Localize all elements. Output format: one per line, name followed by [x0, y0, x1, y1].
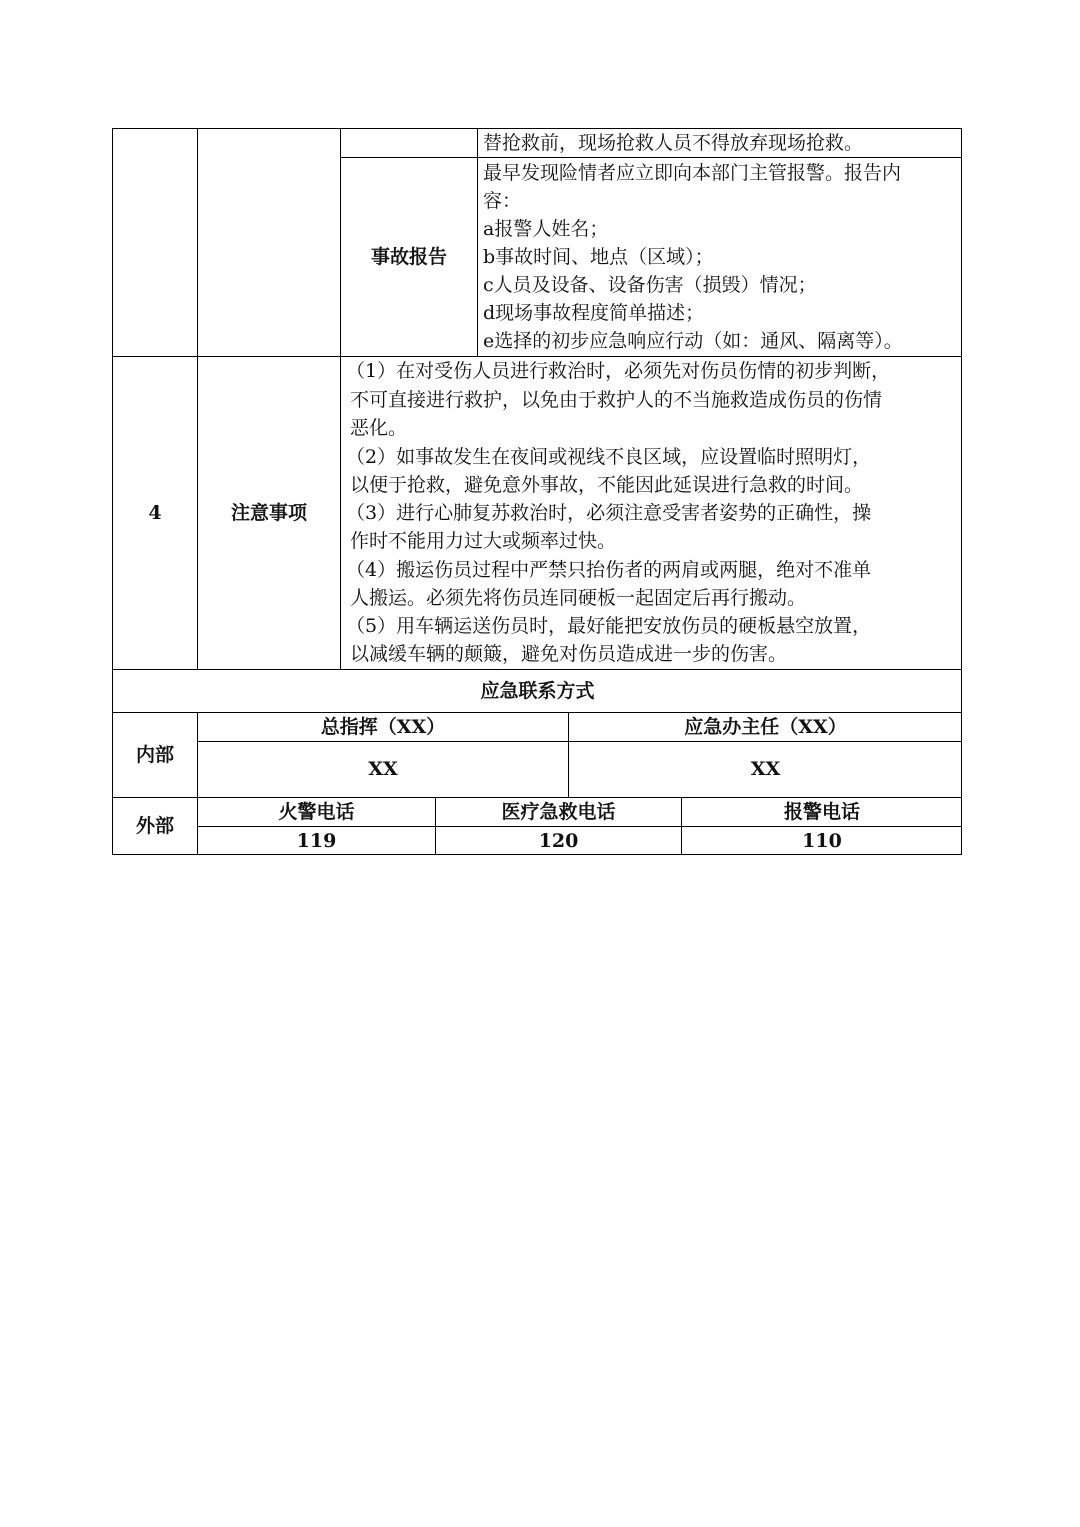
notes-number: 4: [148, 502, 162, 524]
column-divider: [197, 128, 198, 669]
notes-line: 以减缓车辆的颠簸，避免对伤员造成进一步的伤害。: [350, 643, 788, 665]
police-phone-value: 110: [802, 830, 842, 852]
commander-value: XX: [368, 758, 398, 780]
row-divider: [197, 741, 962, 742]
contacts-title: 应急联系方式: [480, 680, 595, 702]
fire-phone-label: 火警电话: [278, 801, 355, 823]
report-line: 最早发现险情者应立即向本部门主管报警。报告内: [483, 162, 902, 184]
report-line: a报警人姓名；: [483, 218, 609, 240]
notes-line: 作时不能用力过大或频率过快。: [350, 530, 617, 552]
police-phone-label: 报警电话: [783, 801, 860, 823]
report-label: 事故报告: [370, 246, 447, 268]
rescue-text: 替抢救前，现场抢救人员不得放弃现场抢救。: [483, 132, 864, 154]
notes-line: （2）如事故发生在夜间或视线不良区域，应设置临时照明灯，: [346, 446, 872, 468]
report-line: 容：: [483, 190, 522, 212]
external-label: 外部: [135, 815, 174, 837]
report-line: b事故时间、地点（区域）；: [483, 246, 714, 268]
internal-label: 内部: [135, 744, 174, 766]
report-line: d现场事故程度简单描述；: [483, 302, 705, 324]
notes-line: 不可直接进行救护，以免由于救护人的不当施救造成伤员的伤情: [350, 389, 883, 411]
notes-line: （1）在对受伤人员进行救治时，必须先对伤员伤情的初步判断，: [346, 360, 891, 382]
row-divider: [112, 669, 962, 670]
notes-line: 恶化。: [350, 417, 408, 439]
column-divider: [477, 128, 478, 356]
medical-phone-value: 120: [538, 830, 579, 852]
report-line: e选择的初步应急响应行动（如：通风、隔离等）。: [483, 330, 903, 352]
notes-line: 以便于抢救，避免意外事故，不能因此延误进行急救的时间。: [350, 474, 864, 496]
notes-label: 注意事项: [230, 502, 307, 524]
report-line: c人员及设备、设备伤害（损毁）情况；: [483, 274, 817, 296]
office-director-label: 应急办主任（XX）: [684, 716, 847, 738]
office-director-value: XX: [750, 758, 781, 780]
commander-label: 总指挥（XX）: [320, 716, 446, 738]
column-divider: [340, 128, 341, 669]
notes-line: （4）搬运伤员过程中严禁只抬伤者的两肩或两腿，绝对不准单: [346, 559, 872, 581]
notes-line: （3）进行心肺复苏救治时，必须注意受害者姿势的正确性，操: [346, 502, 872, 524]
notes-line: 人搬运。必须先将伤员连同硬板一起固定后再行搬动。: [350, 587, 807, 609]
notes-line: （5）用车辆运送伤员时，最好能把安放伤员的硬板悬空放置，: [346, 615, 872, 637]
row-divider: [340, 157, 962, 158]
medical-phone-label: 医疗急救电话: [501, 801, 616, 823]
fire-phone-value: 119: [296, 830, 337, 852]
